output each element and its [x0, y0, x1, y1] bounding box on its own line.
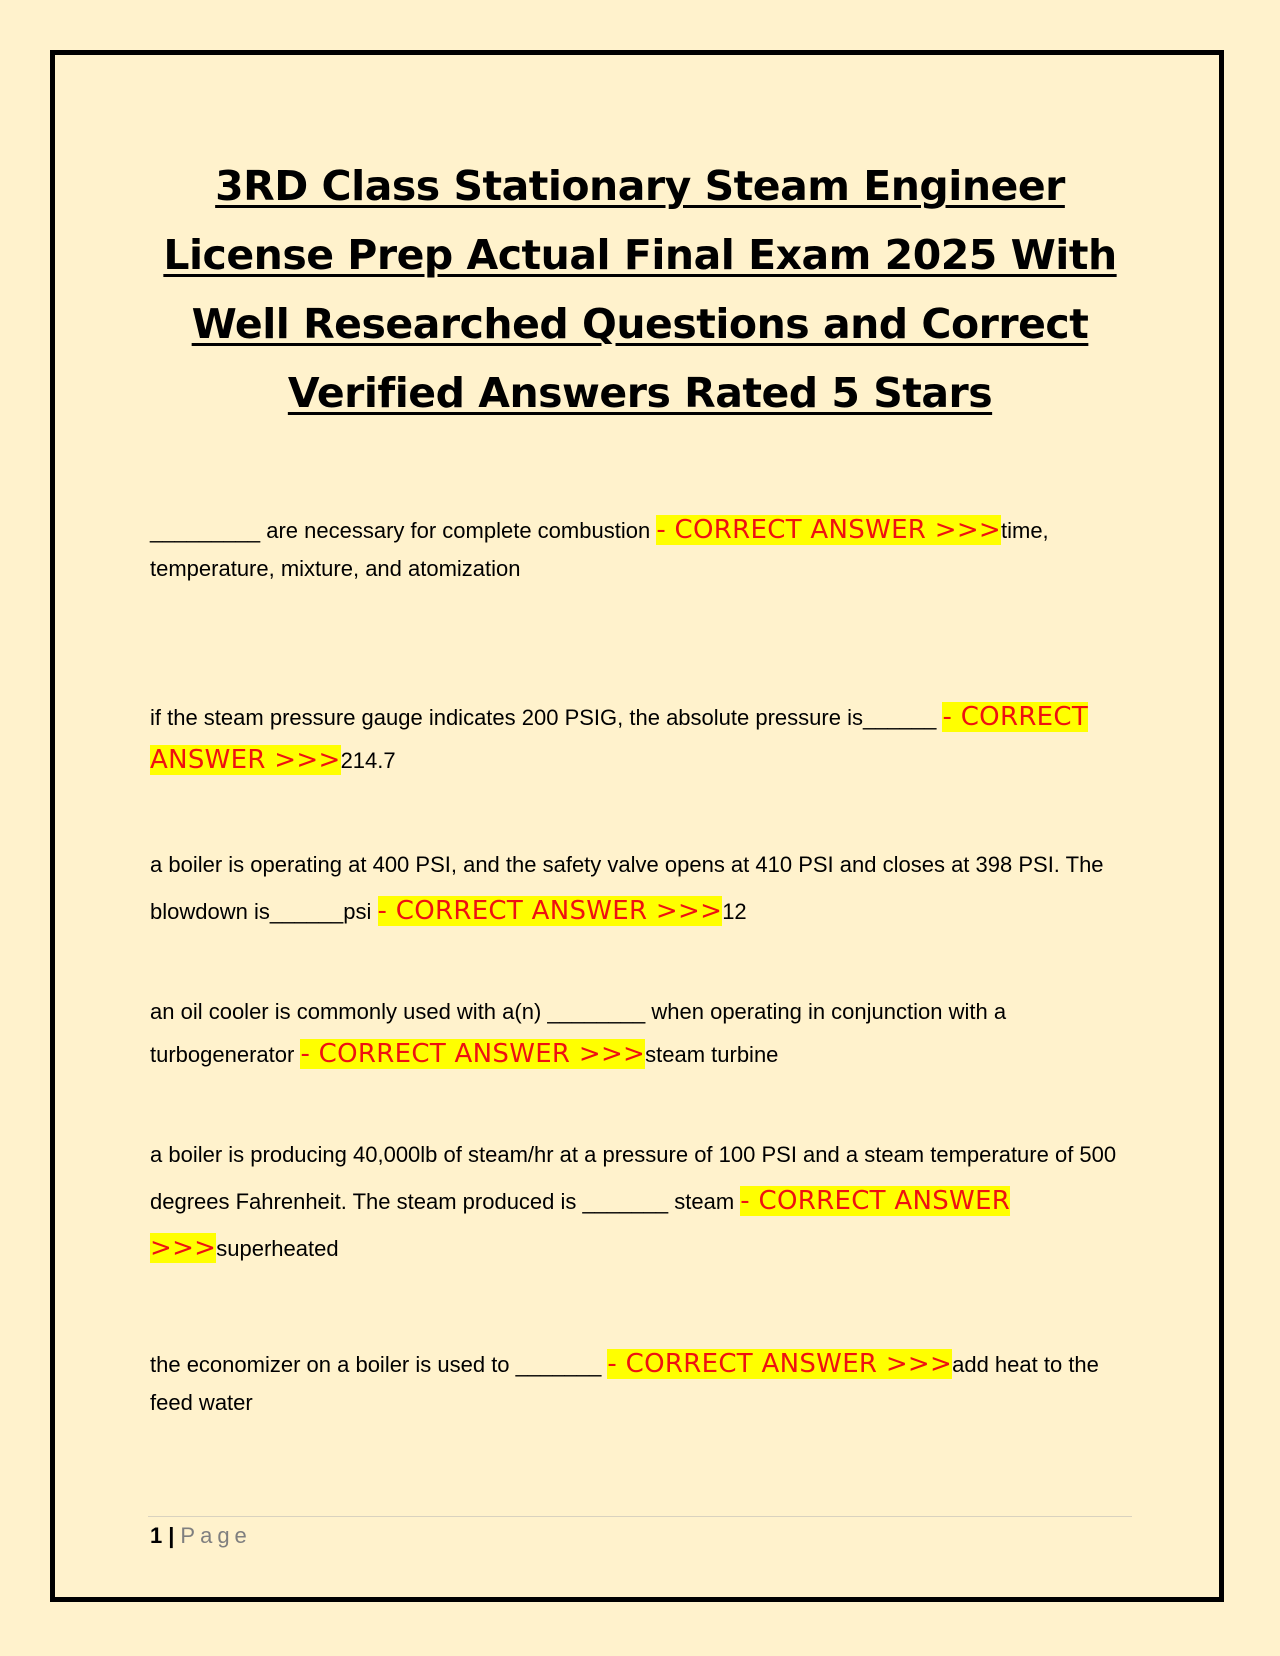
answer-text: add heat to the feed water [150, 1352, 1099, 1415]
document-title: 3RD Class Stationary Steam Engineer License Prep Actual Final Exam 2025 With Well Researched Questions and Correct Verified Answers Rated 5 Stars [163, 162, 1117, 417]
answer-text: 12 [722, 899, 747, 924]
correct-answer-marker: - CORRECT ANSWER >>> [656, 515, 1001, 545]
qa-item-2 [150, 696, 1130, 782]
qa-item-1 [150, 511, 1130, 588]
question-text: an oil cooler is commonly used with a(n) ________ when operating in conjunction with a turbogenerator [150, 999, 1007, 1067]
footer-separator: | [168, 1523, 175, 1548]
question-text: a boiler is operating at 400 PSI, and the safety valve opens at 410 PSI and closes at 398 PSI. The blowdown is______psi [150, 852, 1104, 924]
question-text: _________ are necessary for complete combustion [150, 518, 657, 543]
question-text: a boiler is producing 40,000lb of steam/hr at a pressure of 100 PSI and a steam temperature of 500 degrees Fahrenheit. The steam produced is _______ steam [150, 1142, 1117, 1214]
correct-answer-marker: - CORRECT ANSWER >>> [300, 1039, 646, 1069]
answer-text: steam turbine [645, 1042, 779, 1067]
question-text: the economizer on a boiler is used to _______ [150, 1352, 608, 1377]
footer-divider [148, 1516, 1132, 1517]
page-number: 1 [150, 1523, 163, 1548]
correct-answer-marker: - CORRECT ANSWER >>> [607, 1349, 953, 1379]
qa-item-5 [150, 1131, 1130, 1272]
correct-answer-marker: - CORRECT ANSWER >>> [150, 702, 1089, 775]
answer-text: 214.7 [340, 748, 396, 773]
page-label: Page [180, 1523, 252, 1548]
correct-answer-marker: - CORRECT ANSWER >>> [150, 1186, 1011, 1263]
correct-answer-marker: - CORRECT ANSWER >>> [377, 896, 723, 926]
qa-item-3 [150, 842, 1130, 935]
answer-text: superheated [216, 1236, 339, 1261]
qa-item-6 [150, 1345, 1130, 1422]
answer-text: time, temperature, mixture, and atomization [150, 518, 1049, 581]
question-text: if the steam pressure gauge indicates 200 PSIG, the absolute pressure is______ [150, 705, 943, 730]
page-footer [150, 1523, 252, 1549]
qa-item-4 [150, 991, 1130, 1076]
